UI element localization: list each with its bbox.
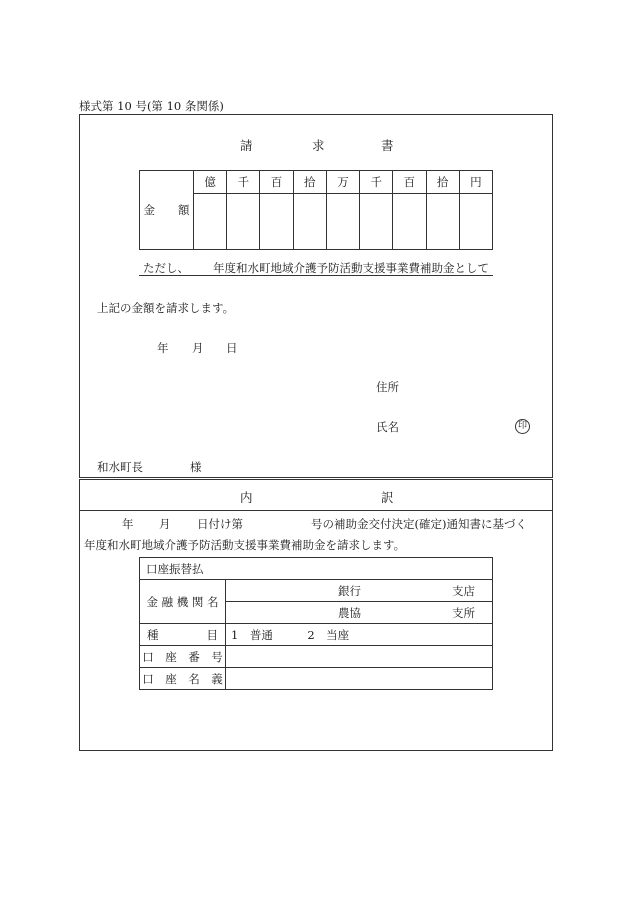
amount-digit-hyaku[interactable] [393, 194, 426, 250]
date-year: 年 [157, 341, 169, 355]
unit-juu-man: 拾 [293, 171, 326, 194]
unit-en: 円 [459, 171, 492, 194]
proviso-prefix: ただし、 [143, 261, 189, 275]
account-number-field[interactable] [226, 646, 493, 668]
request-frame [79, 114, 553, 478]
breakdown-notice: 号の補助金交付決定(確定)通知書に基づく [311, 517, 527, 531]
unit-hyaku: 百 [393, 171, 426, 194]
amount-digit-en[interactable] [459, 194, 492, 250]
breakdown-heading-right: 訳 [381, 490, 394, 505]
amount-digit-hyaku-man[interactable] [260, 194, 293, 250]
proviso-underline [139, 275, 493, 276]
bank-name-field[interactable] [226, 580, 493, 602]
title-char-3: 書 [381, 138, 394, 153]
breakdown-dated: 日付け第 [197, 517, 243, 531]
date-day: 日 [226, 341, 238, 355]
unit-oku: 億 [194, 171, 227, 194]
request-text: 上記の金額を請求します。 [97, 301, 235, 315]
proviso-text: 年度和水町地域介護予防活動支援事業費補助金として [213, 261, 489, 275]
address-label: 住所 [376, 380, 399, 394]
bank-section-label: 口座振替払 [140, 558, 493, 580]
coop-branch-suffix: 支所 [452, 606, 475, 620]
breakdown-line2: 年度和水町地域介護予防活動支援事業費補助金を請求します。 [84, 538, 406, 552]
unit-hyaku-man: 百 [260, 171, 293, 194]
amount-digit-juu-man[interactable] [293, 194, 326, 250]
amount-table [139, 170, 493, 250]
amount-digit-man[interactable] [326, 194, 359, 250]
institution-label: 金 融 機 関 名 [140, 580, 226, 624]
account-name-field[interactable] [226, 668, 493, 690]
title-char-1: 請 [240, 138, 253, 153]
amount-digit-sen[interactable] [360, 194, 393, 250]
addressee-honorific: 様 [190, 460, 202, 474]
account-name-label: 口 座 名 義 [140, 668, 226, 690]
unit-man: 万 [326, 171, 359, 194]
amount-digit-oku[interactable] [194, 194, 227, 250]
bank-suffix: 銀行 [338, 584, 361, 598]
branch-suffix: 支店 [452, 584, 475, 598]
account-type-label-left: 種 [147, 627, 159, 642]
account-number-label: 口 座 番 号 [140, 646, 226, 668]
amount-label: 金 額 [140, 171, 194, 250]
unit-sen-man: 千 [227, 171, 260, 194]
breakdown-year: 年 [122, 517, 134, 531]
account-type-options[interactable]: 1 普通 2 当座 [226, 624, 493, 646]
name-label: 氏名 [376, 420, 399, 434]
amount-digit-juu[interactable] [426, 194, 459, 250]
amount-digit-sen-man[interactable] [227, 194, 260, 250]
coop-suffix: 農協 [338, 606, 361, 620]
title-char-2: 求 [312, 138, 325, 153]
seal-mark: 印 [515, 419, 530, 434]
addressee-name: 和水町長 [97, 460, 143, 474]
date-month: 月 [192, 341, 204, 355]
coop-name-field[interactable] [226, 602, 493, 624]
form-number: 様式第 10 号(第 10 条関係) [79, 99, 224, 113]
breakdown-heading-divider [79, 510, 553, 511]
breakdown-heading-left: 内 [240, 490, 253, 505]
account-type-label [140, 624, 226, 646]
account-type-label-right: 目 [206, 627, 218, 642]
unit-sen: 千 [360, 171, 393, 194]
bank-table [139, 557, 493, 690]
breakdown-month: 月 [159, 517, 171, 531]
unit-juu: 拾 [426, 171, 459, 194]
